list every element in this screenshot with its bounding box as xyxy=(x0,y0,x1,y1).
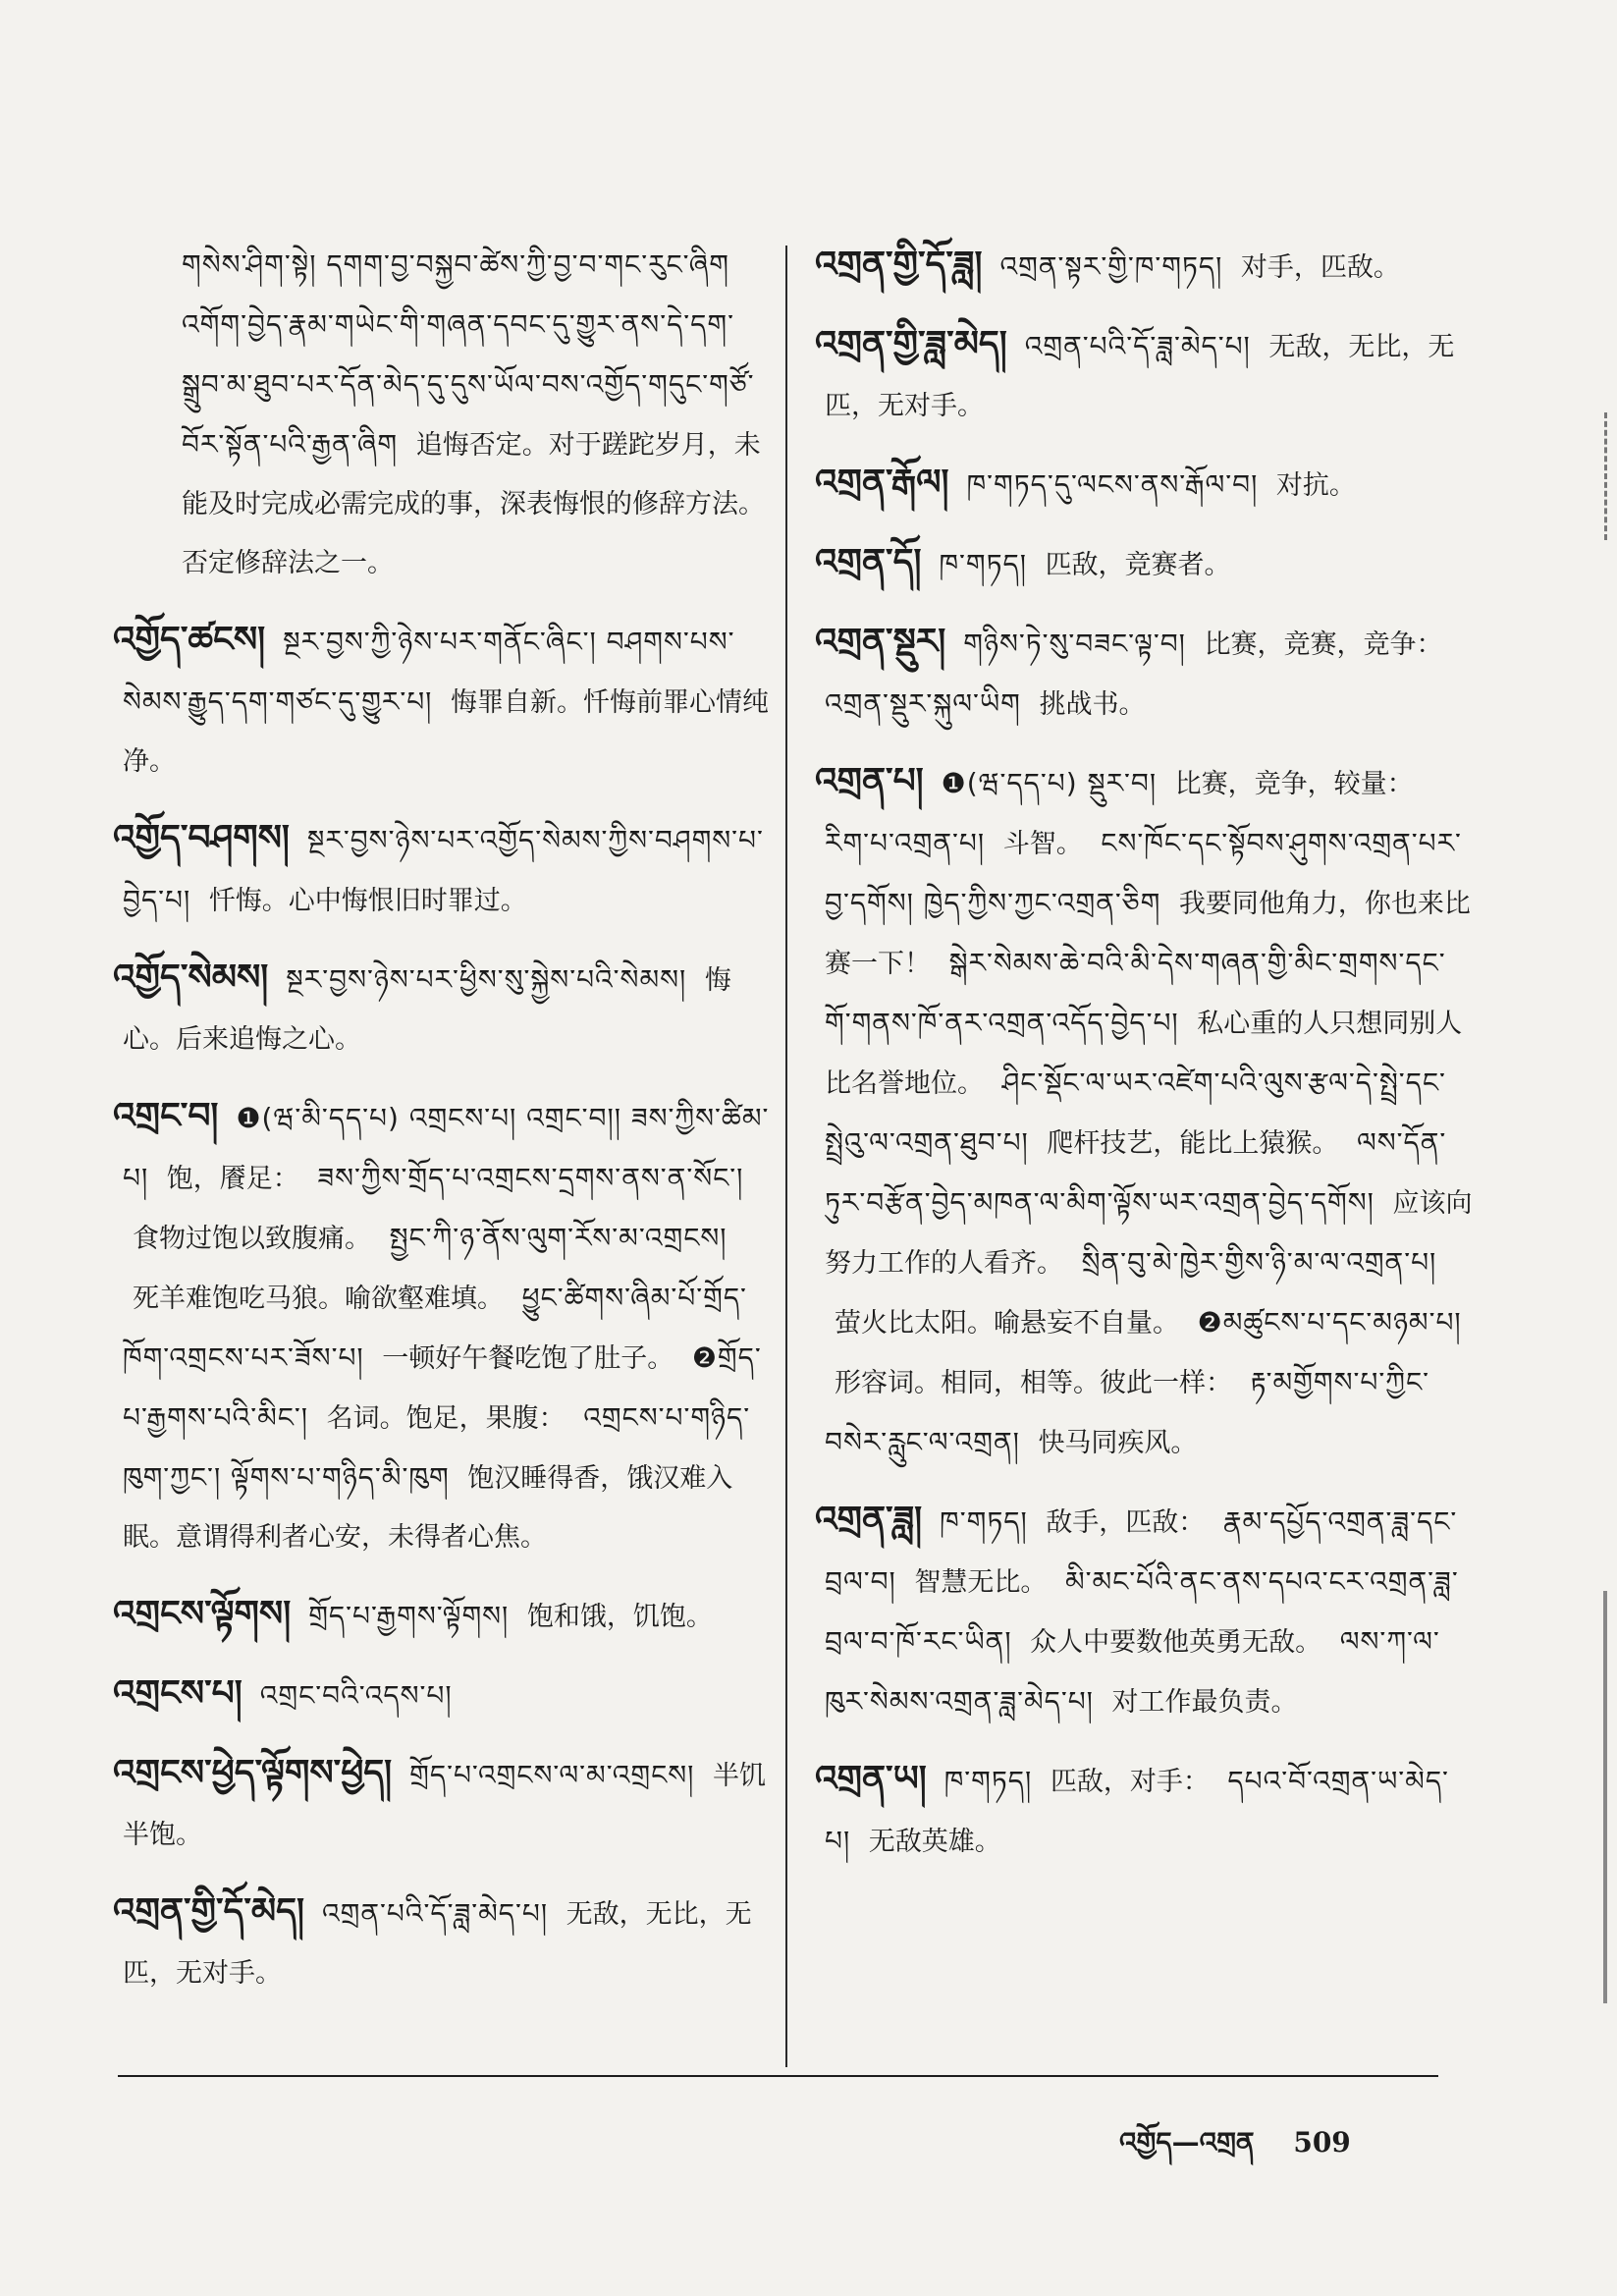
chinese-gloss: 食物过饱以致腹痛。 xyxy=(133,1224,371,1254)
chinese-gloss: 无敌，无比，无匹，无对手。 xyxy=(123,1899,752,1989)
tibetan-text: འགྲང་བའི་འདས་པ། xyxy=(259,1679,453,1712)
entry-headword: འགྱོད་སེམས། xyxy=(113,957,269,998)
chinese-gloss: 饱和饿，饥饱。 xyxy=(526,1602,713,1632)
chinese-gloss: 斗智。 xyxy=(1002,829,1083,859)
chinese-gloss: 一顿好午餐吃饱了肚子。 xyxy=(382,1343,674,1374)
tibetan-text: འགྲན་སྟར་གྱི་ཁ་གཏད། xyxy=(999,250,1223,283)
tibetan-text: གསེས་ཤིག་སྟེ། དགག་བྱ་བསྐྱབ་ཚེས་ཀྱི་བྱ་བ་གང་རུང་ཞིག འགོག་བྱེད་རྣམ་གཡེང་གི་གཞན་དབང་དུ་གྱུར་ནས་དེ་དག་སྒྲུབ་མ་ཐུབ་པར་དོན་མེད་དུ་དུས་ཡོལ་བས་འགྱོད་གདུང་གཙོ་བོར་སྟོན་པའི་རྒྱན་ཞིག xyxy=(182,248,755,461)
entry-headword: འགྱོད་ཚངས། xyxy=(113,620,266,660)
chinese-gloss: 饱汉睡得香，饿汉难入眠。意谓得利者心安，未得者心焦。 xyxy=(123,1463,733,1553)
tibetan-text: ཁ་གཏད། xyxy=(940,1505,1028,1538)
chinese-gloss: 匹敌，竞赛者。 xyxy=(1045,550,1231,580)
scan-edge-mark xyxy=(1604,412,1617,540)
entry-headword: འགྲན་རྒོལ། xyxy=(815,463,949,503)
tibetan-text: ངས་ཁོང་དང་སྟོབས་ཤུགས་འགྲན་པར་བྱ་དགོས། ཁྱེད་ཀྱིས་ཀྱང་འགྲན་ཅིག xyxy=(825,827,1462,919)
chinese-gloss: 追悔否定。对于蹉跎岁月，未能及时完成必需完成的事，深表悔恨的修辞方法。否定修辞法之一。 xyxy=(182,430,765,578)
tibetan-text: སྒེར་སེམས་ཆེ་བའི་མི་དེས་གཞན་གྱི་མིང་གྲགས་དང་གོ་གནས་ཁོ་ནར་འགྲན་འདོད་བྱེད་པ། xyxy=(825,947,1446,1039)
guide-words: འགྱོད—འགྲན xyxy=(1119,2126,1255,2159)
dictionary-entry xyxy=(815,613,1473,735)
entry-headword: འགྲན་པ། xyxy=(815,761,924,801)
chinese-gloss: 无敌，无比，无匹，无对手。 xyxy=(825,332,1455,421)
chinese-gloss: 悔心。后来追悔之心。 xyxy=(123,965,731,1055)
entry-headword: འགྲང་བ། xyxy=(113,1096,219,1136)
chinese-gloss: 敌手，匹敌： xyxy=(1046,1507,1206,1538)
tibetan-text: ❷མཚུངས་པ་དང་མཉམ་པ། xyxy=(1197,1306,1462,1339)
tibetan-text: འགྲན་སྡུར་སྐུལ་ཡིག xyxy=(825,687,1021,720)
entry-headword: འགྲན་གྱི་ཟླ་མེད། xyxy=(815,324,1007,364)
entry-headword: འགྲངས་ཕྱེད་ལྟོགས་ཕྱེད། xyxy=(113,1753,393,1793)
tibetan-text: འགྲན་པའི་དོ་ཟླ་མེད་པ། xyxy=(1024,330,1251,362)
tibetan-text: གྲོད་པ་རྒྱགས་ལྟོགས། xyxy=(308,1600,510,1632)
chinese-gloss: 悔罪自新。忏悔前罪心情纯净。 xyxy=(123,687,769,777)
dictionary-entry xyxy=(113,1883,771,2003)
tibetan-text: རིག་པ་འགྲན་པ། xyxy=(825,827,986,859)
dictionary-entry xyxy=(113,611,771,792)
chinese-gloss: 我要同他角力，你也来比赛一下！ xyxy=(825,889,1471,979)
tibetan-text: ཁ་གཏད། xyxy=(939,548,1027,580)
tibetan-text: རྟ་མགྱོགས་པ་ཀྱིང་བསེར་རླུང་ལ་འགྲན། xyxy=(825,1366,1429,1458)
chinese-gloss: 比赛，竞争，较量： xyxy=(1174,769,1414,799)
chinese-gloss: 对工作最负责。 xyxy=(1111,1687,1298,1718)
entry-headword: འགྲན་སྡུར། xyxy=(815,622,946,662)
dictionary-entry xyxy=(815,752,1473,1473)
chinese-gloss: 饱，餍足： xyxy=(166,1164,299,1194)
chinese-gloss: 形容词。相同，相等。彼此一样： xyxy=(835,1368,1232,1398)
chinese-gloss: 萤火比太阳。喻悬妄不自量。 xyxy=(835,1308,1179,1339)
tibetan-text: གཉིས་ཏེ་སུ་བཟང་ལྟ་བ། xyxy=(963,628,1186,660)
tibetan-text: སྔར་བྱས་ཀྱི་ཉེས་པར་གནོང་ཞིང་། བཤགས་པས་སེམས་རྒྱུད་དག་གཙང་དུ་གྱུར་པ། xyxy=(123,626,735,718)
tibetan-text: དཔའ་བོ་འགྲན་ཡ་མེད་པ། xyxy=(825,1765,1449,1857)
entry-headword: འགྲན་ཟླ། xyxy=(815,1500,923,1540)
chinese-gloss: 匹敌，对手： xyxy=(1050,1767,1210,1797)
dictionary-entry xyxy=(113,1585,771,1647)
chinese-gloss: 对手，匹敌。 xyxy=(1240,252,1400,283)
dictionary-entry xyxy=(815,236,1473,298)
tibetan-text: ཟས་ཀྱིས་གྲོད་པ་འགྲངས་དྲགས་ནས་ན་སོང་། xyxy=(317,1162,744,1194)
tibetan-text: ཤིང་སྡོང་ལ་ཡར་འཛེག་པའི་ལུས་རྩལ་དེ་སྤྲེ་དང་སྤྲེའུ་ལ་འགྲན་ཐུབ་པ། xyxy=(825,1066,1446,1159)
tibetan-text: ❷གྲོད་པ་རྒྱགས་པའི་མིང་། xyxy=(123,1341,762,1434)
column-divider xyxy=(785,246,787,2067)
chinese-gloss: 无敌英雄。 xyxy=(868,1827,1001,1857)
chinese-gloss: 应该向努力工作的人看齐。 xyxy=(825,1188,1473,1279)
tibetan-text: རྣམ་དཔྱོད་འགྲན་ཟླ་དང་བྲལ་བ། xyxy=(825,1505,1458,1598)
tibetan-text: མི་མང་པོའི་ནང་ནས་དཔའ་ངར་འགྲན་ཟླ་བྲལ་བ་ཁོ་རང་ཡིན། xyxy=(825,1565,1459,1658)
tibetan-text: གྲོད་པ་འགྲངས་ལ་མ་འགྲངས། xyxy=(409,1759,695,1791)
tibetan-text: ལས་དོན་ཏུར་བརྩོན་བྱེད་མཁན་ལ་མིག་ལྟོས་ཡར་འགྲན་བྱེད་དགོས། xyxy=(825,1126,1447,1219)
chinese-gloss: 众人中要数他英勇无敌。 xyxy=(1030,1627,1322,1658)
chinese-gloss: 快马同疾风。 xyxy=(1038,1428,1198,1458)
right-column xyxy=(815,236,1473,1889)
chinese-gloss: 挑战书。 xyxy=(1039,689,1146,720)
chinese-gloss: 死羊难饱吃马狼。喻欲壑难填。 xyxy=(133,1284,504,1314)
dictionary-entry xyxy=(815,315,1473,436)
tibetan-text: འགྲན་པའི་དོ་ཟླ་མེད་པ། xyxy=(322,1897,549,1930)
dictionary-entry xyxy=(113,809,771,931)
entry-headword: འགྲངས་པ། xyxy=(113,1673,243,1714)
tibetan-text: སྲིན་བུ་མེ་ཁྱེར་གྱིས་ཉི་མ་ལ་འགྲན་པ། xyxy=(1081,1246,1437,1279)
tibetan-text: ཕྱུང་ཚིགས་ཞིམ་པོ་གྲོད་ཁོག་འགྲངས་པར་ཟོས་པ། xyxy=(123,1282,747,1374)
dictionary-entry xyxy=(113,1087,771,1567)
page-footer xyxy=(1119,2111,1351,2189)
dictionary-entry xyxy=(113,949,771,1069)
scan-edge-mark xyxy=(1603,1591,1617,2003)
entry-headword: འགྲངས་ལྟོགས། xyxy=(113,1594,292,1634)
footer-rule xyxy=(118,2075,1438,2077)
entry-headword: འགྲན་དོ། xyxy=(815,542,922,582)
dictionary-entry xyxy=(123,236,771,593)
dictionary-entry xyxy=(815,1491,1473,1732)
tibetan-text: ལས་ཀ་ལ་ཁུར་སེམས་འགྲན་ཟླ་མེད་པ། xyxy=(825,1625,1440,1718)
tibetan-text: སྔར་བྱས་ཉེས་པར་ཕྱིས་སུ་སྐྱེས་པའི་སེམས། xyxy=(286,963,687,996)
tibetan-text: ❶(ཝ་མི་དད་པ) འགྲངས་པ། འགྲང་བ།། ཟས་ཀྱིས་ཚིམ་པ། xyxy=(123,1102,770,1194)
tibetan-text: ཁ་གཏད་དུ་ལངས་ནས་རྒོལ་བ། xyxy=(966,468,1259,501)
chinese-gloss: 名词。饱足，果腹： xyxy=(326,1403,566,1434)
tibetan-text: ❶(ཝ་དད་པ) སྡུར་བ། xyxy=(941,767,1158,799)
tibetan-text: སྔར་བྱས་ཉེས་པར་འགྱོད་སེམས་ཀྱིས་བཤགས་པ་བྱེད་པ། xyxy=(123,824,764,916)
dictionary-entry xyxy=(815,533,1473,595)
chinese-gloss: 半饥半饱。 xyxy=(123,1761,766,1850)
tibetan-text: སྤྱང་ཀི་ཉ་ནོས་ལུག་རོས་མ་འགྲངས། xyxy=(389,1222,728,1254)
dictionary-entry xyxy=(815,1750,1473,1872)
chinese-gloss: 比赛，竞赛，竞争： xyxy=(1204,629,1443,660)
entry-headword: འགྲན་གྱི་དོ་ཟླ། xyxy=(815,245,983,285)
chinese-gloss: 私心重的人只想同别人比名誉地位。 xyxy=(825,1009,1463,1099)
page-number: 509 xyxy=(1293,2126,1351,2159)
left-column xyxy=(113,236,771,2021)
tibetan-text: འགྲངས་པ་གཉིད་ཁུག་ཀྱང་། ལྟོགས་པ་གཉིད་མི་ཁུག xyxy=(123,1401,751,1494)
dictionary-entry xyxy=(113,1744,771,1865)
dictionary-entry xyxy=(815,454,1473,516)
dictionary-entry xyxy=(113,1665,771,1726)
chinese-gloss: 忏悔。心中悔恨旧时罪过。 xyxy=(208,886,527,916)
entry-headword: འགྲན་ཡ། xyxy=(815,1759,927,1799)
chinese-gloss: 智慧无比。 xyxy=(914,1567,1048,1598)
entry-headword: འགྱོད་བཤགས། xyxy=(113,818,290,858)
tibetan-text: ཁ་གཏད། xyxy=(943,1765,1033,1797)
entry-headword: འགྲན་གྱི་དོ་མེད། xyxy=(113,1891,305,1932)
chinese-gloss: 爬杆技艺，能比上猿猴。 xyxy=(1047,1128,1339,1159)
chinese-gloss: 对抗。 xyxy=(1275,470,1356,501)
